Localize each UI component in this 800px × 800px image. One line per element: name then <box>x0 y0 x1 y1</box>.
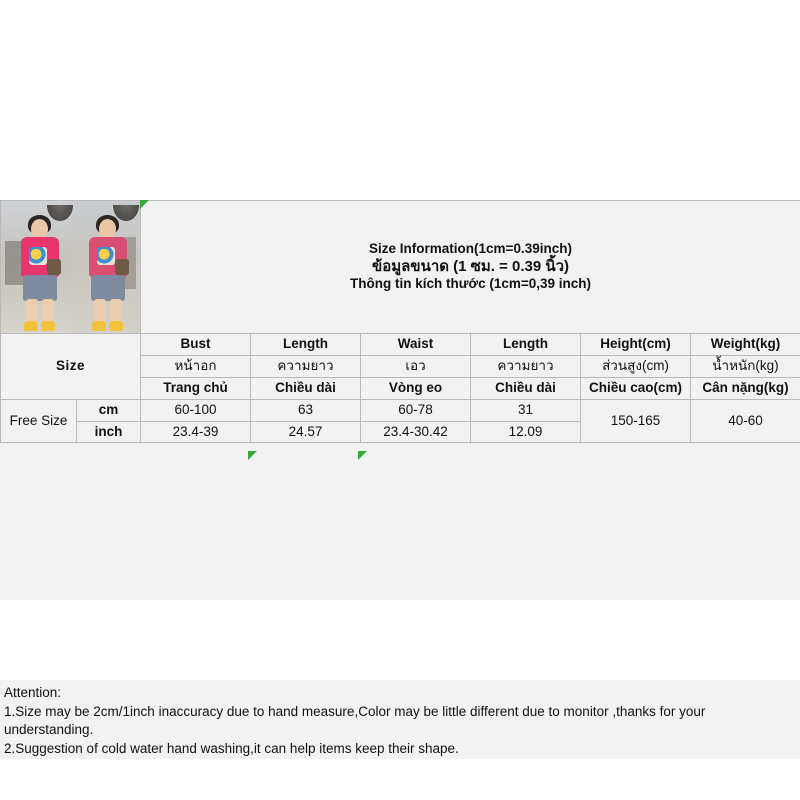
product-photo <box>1 201 140 333</box>
size-table <box>0 200 800 443</box>
green-corner-marker <box>140 200 149 209</box>
header-length-bottom-en: Length <box>471 334 581 356</box>
attention-line-1: 1.Size may be 2cm/1inch inaccuracy due to hand measure,Color may be little different due to monitor ,thanks for your understanding. <box>4 703 706 738</box>
model-print-graphic <box>97 247 115 265</box>
header-weight-vi: Cân nặng(kg) <box>691 377 800 399</box>
value-length-bottom-cm: 31 <box>471 399 581 421</box>
header-height-en: Height(cm) <box>581 334 691 356</box>
header-length-bottom-vi: Chiều dài <box>471 377 581 399</box>
table-row-header-en <box>1 334 800 356</box>
model-shoe <box>92 321 106 331</box>
header-length-top-th: ความยาว <box>251 355 361 377</box>
value-length-top-inch: 24.57 <box>251 421 361 443</box>
model-leg <box>110 299 122 323</box>
table-row-title <box>1 201 800 334</box>
value-length-top-cm: 63 <box>251 399 361 421</box>
value-waist-inch: 23.4-30.42 <box>361 421 471 443</box>
header-waist-en: Waist <box>361 334 471 356</box>
model-shorts <box>91 275 125 301</box>
attention-heading: Attention: <box>4 685 62 700</box>
size-information-title <box>141 201 800 334</box>
model-print-graphic <box>29 247 47 265</box>
model-shorts <box>23 275 57 301</box>
header-weight-en: Weight(kg) <box>691 334 800 356</box>
value-bust-inch: 23.4-39 <box>141 421 251 443</box>
size-column-label: Size <box>1 334 141 400</box>
value-waist-cm: 60-78 <box>361 399 471 421</box>
title-line-vi: Thông tin kích thước (1cm=0,39 inch) <box>349 276 592 292</box>
product-photo-cell <box>1 201 141 334</box>
header-waist-th: เอว <box>361 355 471 377</box>
model-shoe <box>24 321 38 331</box>
unit-cm: cm <box>77 399 141 421</box>
green-corner-marker <box>248 451 257 460</box>
header-length-top-en: Length <box>251 334 361 356</box>
model-head <box>99 219 116 239</box>
attention-line-2: 2.Suggestion of cold water hand washing,it can help items keep their shape. <box>4 740 459 756</box>
header-length-bottom-th: ความยาว <box>471 355 581 377</box>
header-weight-th: น้ำหนัก(kg) <box>691 355 800 377</box>
model-leg <box>42 299 54 323</box>
model-figure <box>85 217 131 333</box>
title-line-th: ข้อมูลขนาด (1 ซม. = 0.39 นิ้ว) <box>371 257 570 275</box>
value-weight: 40-60 <box>691 399 800 443</box>
header-height-vi: Chiều cao(cm) <box>581 377 691 399</box>
header-bust-en: Bust <box>141 334 251 356</box>
free-size-label: Free Size <box>1 399 77 443</box>
header-bust-vi: Trang chủ <box>141 377 251 399</box>
header-waist-vi: Vòng eo <box>361 377 471 399</box>
size-chart-panel <box>0 200 800 756</box>
value-length-bottom-inch: 12.09 <box>471 421 581 443</box>
model-bag <box>115 259 129 275</box>
model-shoe <box>41 321 55 331</box>
attention-block <box>0 680 800 759</box>
value-height: 150-165 <box>581 399 691 443</box>
value-bust-cm: 60-100 <box>141 399 251 421</box>
model-shoe <box>109 321 123 331</box>
model-leg <box>26 299 38 323</box>
header-bust-th: หน้าอก <box>141 355 251 377</box>
title-line-en: Size Information(1cm=0.39inch) <box>369 240 572 256</box>
model-bag <box>47 259 61 275</box>
table-row-cm <box>1 399 800 421</box>
model-figure <box>17 217 63 333</box>
header-height-th: ส่วนสูง(cm) <box>581 355 691 377</box>
model-head <box>31 219 48 239</box>
header-length-top-vi: Chiều dài <box>251 377 361 399</box>
model-leg <box>94 299 106 323</box>
unit-inch: inch <box>77 421 141 443</box>
green-corner-marker <box>358 451 367 460</box>
